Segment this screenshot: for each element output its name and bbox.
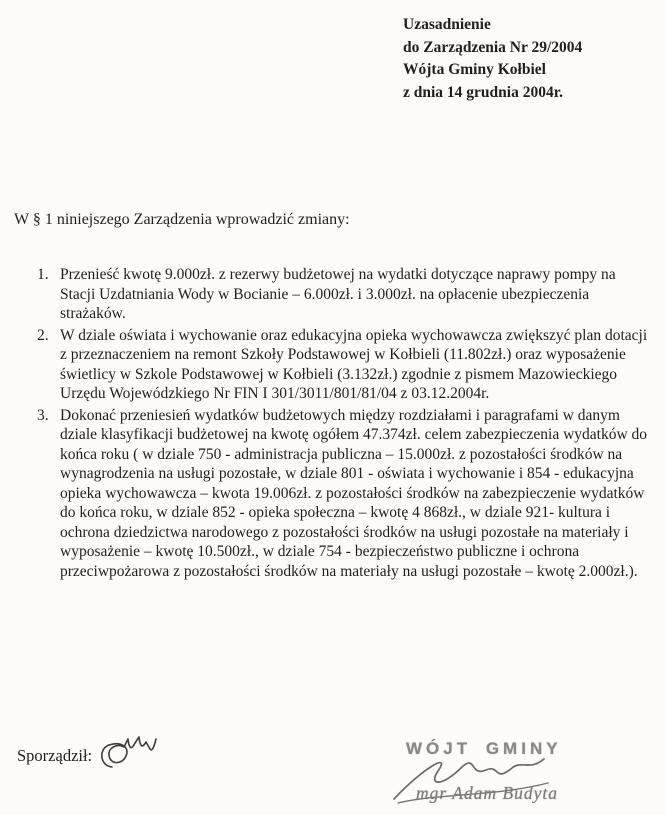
list-item: [37, 265, 648, 324]
intro-paragraph: W § 1 niniejszego Zarządzenia wprowadzić zmiany:: [14, 211, 350, 228]
changes-list: [37, 265, 648, 583]
prepared-by-label: Sporządził:: [17, 746, 93, 765]
prepared-by-signature: [96, 733, 174, 781]
header-line-2: do Zarządzenia Nr 29/2004: [403, 38, 583, 56]
mayor-stamp-name: mgr Adam Budyta: [416, 783, 559, 803]
list-item: [37, 406, 648, 582]
document-header: [403, 14, 582, 104]
list-item-number: 3.: [37, 406, 49, 424]
list-item: [37, 326, 648, 404]
list-item-number: 2.: [37, 326, 49, 344]
list-item-text: W dziale oświata i wychowanie oraz edukacyjna opieka wychowawcza zwiększyć plan dotacji z przeznaczeniem na remont Szkoły Podstawowej w Kołbieli (11.802zł.) oraz wyposażenie świetlicy w Szkole Podstawowej w Kołbieli (3.132zł.) zgodnie z pismem Mazowieckiego Urzędu Wojewódzkiego Nr FIN I 301/3011/801/81/04 z 03.12.2004r.: [60, 326, 648, 402]
list-item-number: 1.: [37, 266, 49, 283]
list-item-text: Dokonać przeniesień wydatków budżetowych między rozdziałami i paragrafami w danym dziale klasyfikacji budżetowej na kwotę ogółem 47.374zł. celem zabezpieczenia wydatków do końca roku ( w dziale 750 - administracja publiczna – 15.000zł. z pozostałości środków na wynagrodzenia na usługi pozostałe, w dziale 801 - oświata i wychowanie i 854 - edukacyjna opieka wychowawcza – kwota 19.006zł. z pozostałości środków na zabezpieczenie wydatków do końca roku, w dziale 852 - opieka społeczna – kwotę 4 868zł., w dziale 921- kultura i ochrona dziedzictwa narodowego z pozostałości środków na usługi pozostałe na materiały i wyposażenie – kwotę 10.500zł., w dziale 754 - bezpieczeństwo publiczne i ochrona przeciwpożarowa z pozostałości środków na materiały na usługi pozostałe – kwotę 2.000zł.).: [60, 406, 648, 580]
mayor-stamp-title: WÓJT GMINY: [406, 739, 562, 758]
header-line-1: Uzasadnienie: [403, 16, 491, 33]
header-line-3: Wójta Gminy Kołbiel: [403, 61, 546, 78]
list-item-text: Przenieść kwotę 9.000zł. z rezerwy budżetowej na wydatki dotyczące naprawy pompy na Stacji Uzdatniania Wody w Bocianie – 6.000zł. i 3.000zł. na opłacenie ubezpieczenia strażaków.: [60, 266, 616, 322]
header-line-4: z dnia 14 grudnia 2004r.: [403, 83, 564, 101]
